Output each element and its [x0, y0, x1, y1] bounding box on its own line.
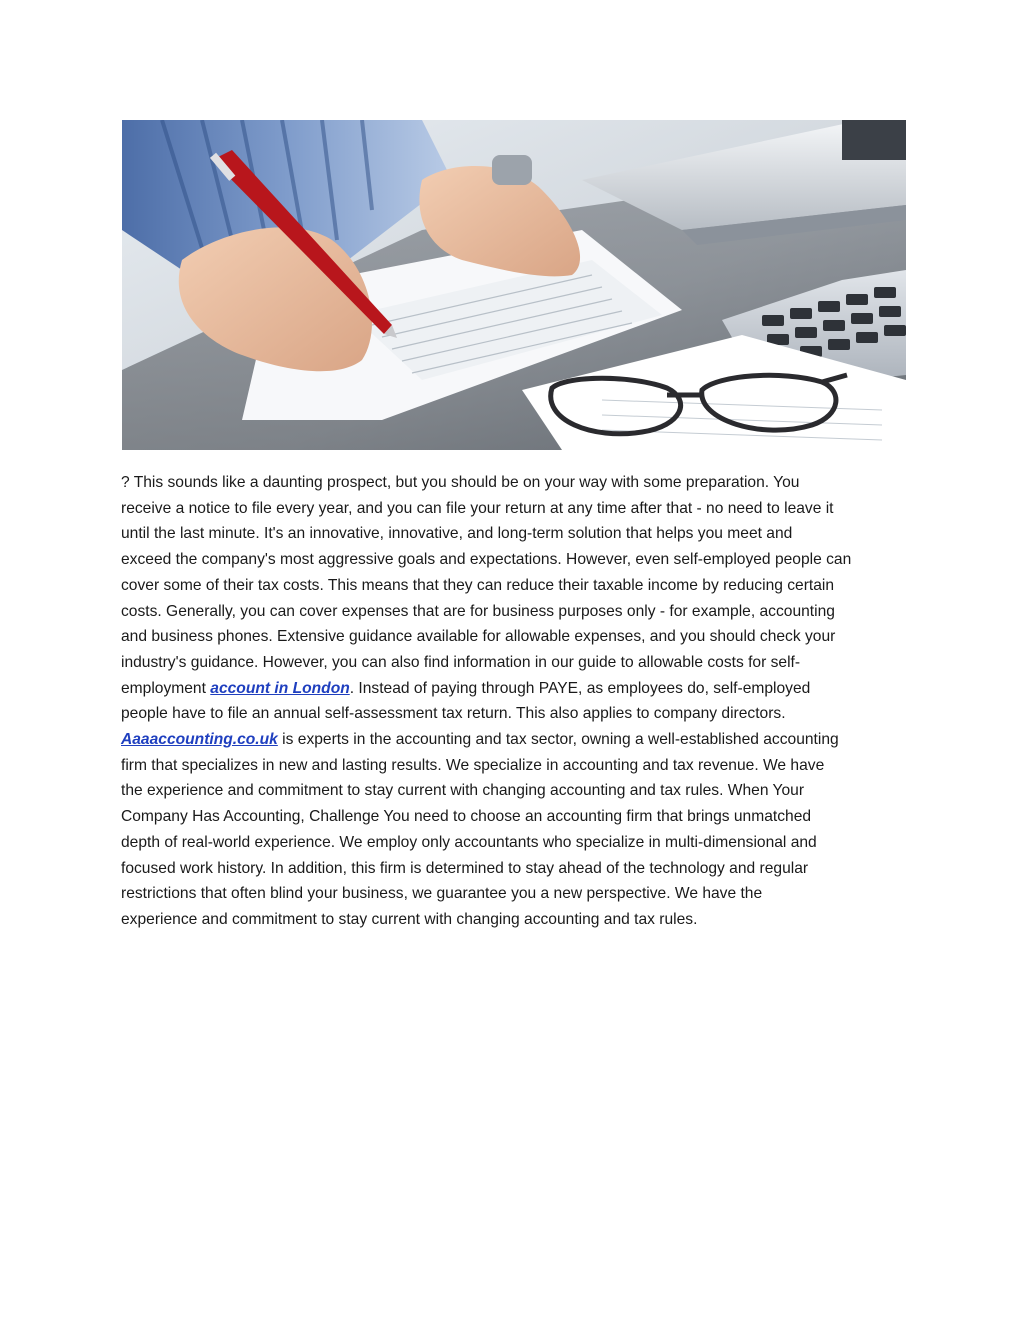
hero-image [122, 120, 906, 450]
account-in-london-link[interactable]: account in London [210, 679, 350, 697]
article-line: receive a notice to file every year, and you can file your return at any time after that - no need to leave it [121, 499, 834, 517]
article-line: industry's guidance. However, you can also find information in our guide to allowable costs for self- [121, 653, 801, 671]
article-line: ? This sounds like a daunting prospect, but you should be on your way with some preparation. You [121, 474, 800, 491]
article-line: Company Has Accounting, Challenge You need to choose an accounting firm that brings unmatched [121, 808, 812, 826]
article-line: firm that specializes in new and lasting results. We specialize in accounting and tax revenue. We have [121, 756, 825, 774]
article-line: cover some of their tax costs. This means that they can reduce their taxable income by reducing certain [121, 576, 835, 594]
accounting-paperwork-photo-icon [122, 120, 906, 450]
article-line: until the last minute. It's an innovative, innovative, and long-term solution that helps you meet and [121, 525, 793, 543]
article-body [121, 470, 911, 933]
article-line-segment: employment [121, 679, 211, 697]
article-line: depth of real-world experience. We employ only accountants who specialize in multi-dimensional and [121, 833, 817, 851]
aaaaccounting-link[interactable]: Aaaaccounting.co.uk [121, 731, 278, 749]
article-line: the experience and commitment to stay current with changing accounting and tax rules. When Your [121, 782, 805, 800]
article-line-with-link [121, 727, 911, 753]
article-line: and business phones. Extensive guidance available for allowable expenses, and you should check your [121, 628, 836, 646]
article-line: experience and commitment to stay current with changing accounting and tax rules. [121, 910, 698, 928]
article-line-segment: . Instead of paying through PAYE, as employees do, self-employed [349, 679, 811, 697]
article-line: exceed the company's most aggressive goals and expectations. However, even self-employed people can [121, 551, 852, 569]
article-line: costs. Generally, you can cover expenses that are for business purposes only - for example, accounting [121, 602, 835, 620]
article-line-with-link [121, 676, 911, 702]
article-line-segment: is experts in the accounting and tax sector, owning a well-established accounting [277, 731, 839, 749]
article-line: people have to file an annual self-assessment tax return. This also applies to company directors. [121, 705, 786, 723]
article-line: focused work history. In addition, this firm is determined to stay ahead of the technology and regular [121, 859, 809, 877]
article-line: restrictions that often blind your business, we guarantee you a new perspective. We have the [121, 885, 763, 903]
